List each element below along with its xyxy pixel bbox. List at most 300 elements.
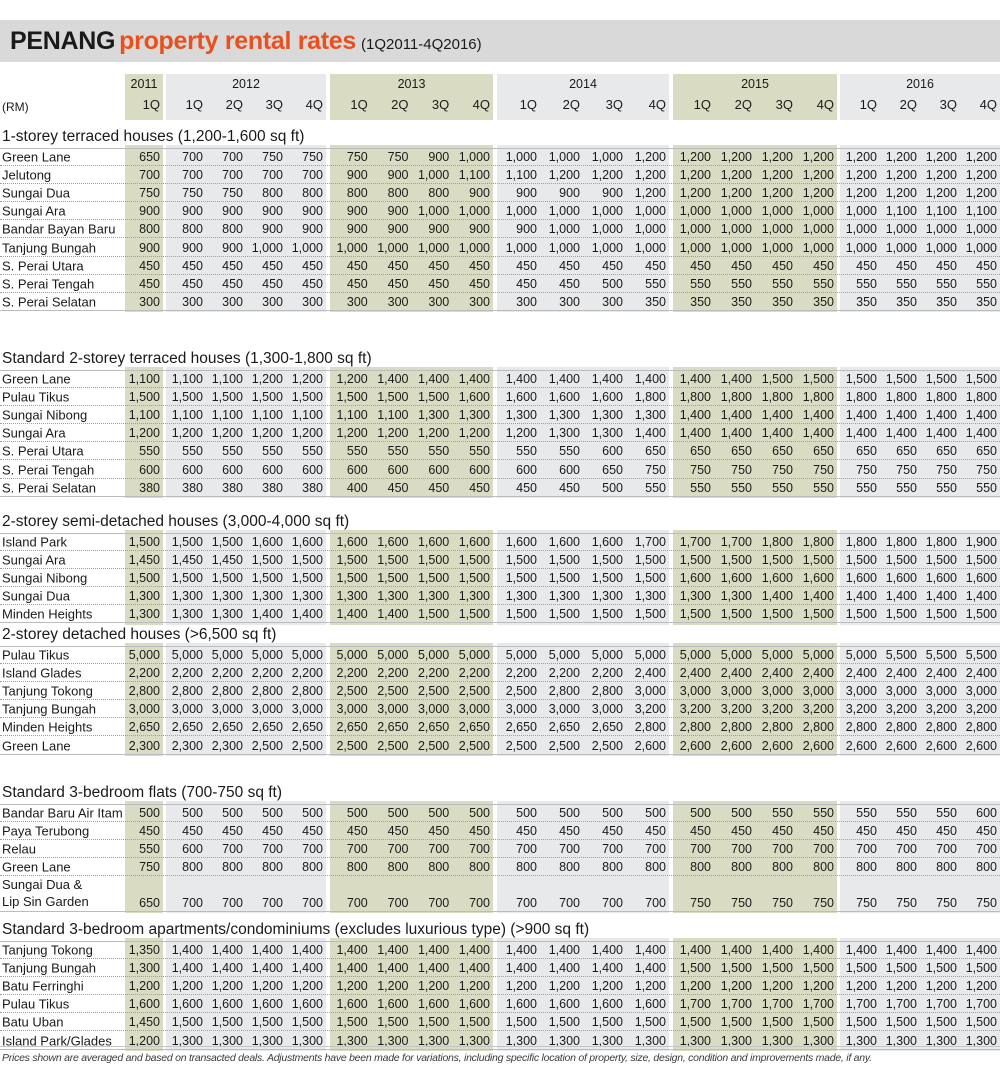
cell-value: 1,500 — [291, 571, 323, 586]
cell-value: 550 — [813, 806, 834, 821]
cell-value: 1,400 — [291, 607, 323, 622]
title-penang: PENANG — [10, 26, 116, 55]
cell-value: 1,900 — [965, 535, 997, 550]
cell-value: 800 — [182, 222, 203, 237]
cell-value: 550 — [813, 480, 834, 495]
cell-value: 2,300 — [128, 738, 160, 753]
cell-value: 750 — [387, 150, 409, 165]
cell-value: 550 — [896, 480, 917, 495]
cell-value: 350 — [896, 294, 917, 309]
table-row[interactable] — [0, 166, 1000, 184]
table-row[interactable] — [0, 682, 1000, 700]
cell-value: 300 — [262, 294, 283, 309]
cell-value: 1,400 — [377, 961, 409, 976]
cell-value: 2,800 — [720, 720, 752, 735]
cell-value: 1,400 — [171, 961, 203, 976]
cell-value: 1,500 — [417, 1015, 450, 1030]
cell-value: 1,500 — [965, 607, 997, 622]
cell-value: 450 — [936, 258, 957, 273]
cell-value: 380 — [262, 480, 283, 495]
cell-value: 1,500 — [925, 553, 957, 568]
section-top-rule — [0, 370, 1000, 371]
cell-value: 5,000 — [591, 648, 623, 663]
title-date-range: (1Q2011-4Q2016) — [361, 35, 482, 53]
cell-value: 1,400 — [802, 426, 834, 441]
cell-value: 1,000 — [720, 240, 752, 255]
cell-value: 1,200 — [548, 168, 580, 183]
cell-value: 1,500 — [211, 1015, 243, 1030]
section-top-rule — [0, 148, 1000, 149]
table-row[interactable] — [0, 840, 1000, 858]
cell-value: 1,600 — [505, 390, 537, 405]
cell-value: 2,500 — [377, 738, 409, 753]
cell-value: 1,200 — [128, 979, 160, 994]
cell-value: 550 — [731, 480, 752, 495]
cell-value: 1,500 — [965, 553, 997, 568]
cell-value: 2,800 — [171, 684, 203, 699]
cell-value: 1,200 — [845, 168, 877, 183]
cell-value: 1,300 — [591, 1033, 623, 1048]
cell-value: 550 — [896, 276, 917, 291]
cell-value: 450 — [559, 258, 580, 273]
cell-value: 450 — [387, 258, 409, 273]
cell-value: 1,400 — [377, 607, 409, 622]
cell-value: 1,400 — [845, 426, 877, 441]
cell-value: 1,200 — [634, 186, 666, 201]
cell-value: 750 — [813, 896, 834, 911]
cell-value: 550 — [516, 444, 537, 459]
cell-value: 5,500 — [925, 648, 957, 663]
table-row[interactable] — [0, 275, 1000, 293]
cell-value: 2,400 — [720, 666, 752, 681]
table-row[interactable] — [0, 406, 1000, 424]
cell-value: 2,500 — [251, 738, 283, 753]
cell-value: 900 — [222, 204, 243, 219]
cell-value: 500 — [469, 806, 490, 821]
table-row[interactable] — [0, 587, 1000, 605]
cell-value: 800 — [516, 860, 537, 875]
cell-value: 1,500 — [377, 571, 409, 586]
row-label: Sungai Ara — [2, 203, 66, 219]
cell-value: 600 — [469, 462, 490, 477]
row-label: S. Perai Tengah — [2, 276, 95, 292]
cell-value: 1,500 — [251, 571, 283, 586]
cell-value: 1,400 — [211, 943, 243, 958]
cell-value: 1,400 — [845, 943, 877, 958]
cell-value: 1,500 — [548, 607, 580, 622]
cell-value: 1,300 — [171, 589, 203, 604]
cell-value: 450 — [936, 824, 957, 839]
cell-value: 350 — [690, 294, 711, 309]
cell-value: 750 — [896, 462, 917, 477]
table-row[interactable] — [0, 479, 1000, 497]
cell-value: 900 — [346, 204, 368, 219]
cell-value: 1,500 — [634, 1015, 666, 1030]
cell-value: 800 — [690, 860, 711, 875]
cell-value: 2,800 — [128, 684, 160, 699]
cell-value: 350 — [645, 294, 666, 309]
table-row[interactable] — [0, 995, 1000, 1013]
cell-value: 450 — [346, 258, 368, 273]
cell-value: 5,000 — [458, 648, 490, 663]
cell-value: 1,500 — [251, 553, 283, 568]
cell-value: 1,000 — [548, 222, 580, 237]
table-row[interactable] — [0, 959, 1000, 977]
cell-value: 1,400 — [211, 961, 243, 976]
cell-value: 1,400 — [885, 943, 917, 958]
cell-value: 1,400 — [251, 607, 283, 622]
cell-value: 800 — [222, 860, 243, 875]
table-row[interactable] — [0, 858, 1000, 876]
cell-value: 1,500 — [548, 571, 580, 586]
cell-value: 1,400 — [591, 372, 623, 387]
table-row[interactable] — [0, 664, 1000, 682]
cell-value: 5,000 — [720, 648, 752, 663]
cell-value: 1,400 — [761, 943, 793, 958]
cell-value: 1,400 — [251, 961, 283, 976]
cell-value: 1,100 — [128, 408, 160, 423]
table-row[interactable] — [0, 646, 1000, 664]
cell-value: 1,200 — [802, 186, 834, 201]
cell-value: 1,300 — [679, 1033, 711, 1048]
cell-value: 450 — [856, 824, 877, 839]
cell-value: 3,200 — [925, 702, 957, 717]
cell-value: 1,400 — [291, 943, 323, 958]
row-label: Green Lane — [2, 371, 71, 387]
cell-value: 1,400 — [417, 943, 450, 958]
cell-value: 550 — [896, 806, 917, 821]
cell-value: 900 — [222, 240, 243, 255]
cell-value: 1,500 — [591, 571, 623, 586]
cell-value: 1,600 — [591, 535, 623, 550]
cell-value: 700 — [182, 896, 203, 911]
cell-value: 380 — [139, 480, 160, 495]
cell-value: 3,000 — [845, 684, 877, 699]
table-header — [0, 74, 1000, 120]
cell-value: 450 — [302, 258, 323, 273]
cell-value: 1,100 — [211, 372, 243, 387]
quarter-label-2011-1Q: 1Q — [142, 97, 160, 112]
cell-value: 450 — [559, 480, 580, 495]
cell-value: 2,600 — [634, 738, 666, 753]
cell-value: 1,500 — [845, 372, 877, 387]
table-row[interactable] — [0, 370, 1000, 388]
cell-value: 1,200 — [925, 979, 957, 994]
cell-value: 900 — [602, 186, 623, 201]
cell-value: 1,000 — [548, 150, 580, 165]
cell-value: 2,400 — [925, 666, 957, 681]
cell-value: 600 — [182, 462, 203, 477]
table-row[interactable] — [0, 293, 1000, 311]
cell-value: 800 — [262, 186, 283, 201]
cell-value: 450 — [772, 824, 793, 839]
cell-value: 3,000 — [634, 684, 666, 699]
section-top-rule — [0, 533, 1000, 534]
cell-value: 2,600 — [679, 738, 711, 753]
cell-value: 550 — [645, 276, 666, 291]
quarter-label-2012-2Q: 2Q — [225, 97, 243, 112]
cell-value: 450 — [469, 824, 490, 839]
cell-value: 900 — [469, 186, 490, 201]
cell-value: 1,400 — [965, 589, 997, 604]
section-rows — [0, 370, 1000, 497]
cell-value: 1,600 — [458, 535, 490, 550]
cell-value: 1,300 — [679, 589, 711, 604]
cell-value: 1,200 — [802, 150, 834, 165]
cell-value: 550 — [976, 276, 997, 291]
cell-value: 1,300 — [548, 589, 580, 604]
section-title: Standard 3-bedroom flats (700-750 sq ft) — [2, 784, 283, 801]
cell-value: 1,800 — [802, 535, 834, 550]
cell-value: 1,500 — [679, 553, 711, 568]
cell-value: 800 — [139, 222, 160, 237]
cell-value: 300 — [139, 294, 160, 309]
table-row[interactable] — [0, 220, 1000, 238]
cell-value: 1,200 — [634, 168, 666, 183]
cell-value: 1,500 — [761, 553, 793, 568]
cell-value: 1,500 — [417, 571, 450, 586]
table-row[interactable] — [0, 804, 1000, 822]
cell-value: 3,200 — [885, 702, 917, 717]
cell-value: 700 — [856, 842, 877, 857]
table-row[interactable] — [0, 941, 1000, 959]
cell-value: 1,400 — [458, 961, 490, 976]
cell-value: 1,200 — [505, 426, 537, 441]
row-separator — [0, 622, 1000, 623]
cell-value: 1,300 — [591, 426, 623, 441]
cell-value: 1,100 — [925, 204, 957, 219]
cell-value: 1,000 — [802, 204, 834, 219]
cell-value: 1,000 — [845, 222, 877, 237]
cell-value: 1,200 — [128, 1033, 160, 1048]
quarter-row — [497, 97, 669, 117]
cell-value: 2,200 — [291, 666, 323, 681]
cell-value: 700 — [559, 842, 580, 857]
cell-value: 500 — [182, 806, 203, 821]
cell-value: 1,400 — [679, 943, 711, 958]
cell-value: 750 — [302, 150, 323, 165]
cell-value: 1,500 — [377, 553, 409, 568]
cell-value: 300 — [346, 294, 368, 309]
year-group-2012 — [166, 74, 326, 120]
cell-value: 1,700 — [720, 535, 752, 550]
cell-value: 800 — [856, 860, 877, 875]
cell-value: 1,500 — [591, 1015, 623, 1030]
cell-value: 1,500 — [885, 1015, 917, 1030]
table-row[interactable] — [0, 551, 1000, 569]
cell-value: 1,500 — [885, 372, 917, 387]
cell-value: 1,100 — [291, 408, 323, 423]
cell-value: 1,400 — [885, 408, 917, 423]
cell-value: 1,400 — [336, 607, 368, 622]
cell-value: 1,600 — [377, 535, 409, 550]
table-row[interactable] — [0, 388, 1000, 406]
cell-value: 1,200 — [336, 426, 368, 441]
cell-value: 600 — [559, 462, 580, 477]
cell-value: 1,500 — [251, 1015, 283, 1030]
cell-value: 1,300 — [548, 408, 580, 423]
table-row[interactable] — [0, 533, 1000, 551]
cell-value: 5,000 — [679, 648, 711, 663]
cell-value: 1,200 — [458, 979, 490, 994]
section-title: 1-storey terraced houses (1,200-1,600 sq ft) — [2, 128, 305, 145]
cell-value: 1,500 — [802, 961, 834, 976]
cell-value: 1,000 — [377, 240, 409, 255]
table-row[interactable] — [0, 822, 1000, 840]
cell-value: 5,000 — [211, 648, 243, 663]
cell-value: 1,500 — [679, 607, 711, 622]
cell-value: 2,400 — [845, 666, 877, 681]
cell-value: 600 — [222, 462, 243, 477]
table-row[interactable] — [0, 148, 1000, 166]
cell-value: 1,200 — [885, 150, 917, 165]
cell-value: 2,800 — [802, 720, 834, 735]
cell-value: 3,000 — [377, 702, 409, 717]
cell-value: 1,000 — [965, 240, 997, 255]
cell-value: 1,200 — [845, 979, 877, 994]
table-row[interactable] — [0, 737, 1000, 755]
table-row[interactable] — [0, 202, 1000, 220]
cell-value: 1,400 — [845, 408, 877, 423]
cell-value: 1,100 — [458, 168, 490, 183]
cell-value: 5,000 — [845, 648, 877, 663]
cell-value: 800 — [346, 186, 368, 201]
cell-value: 500 — [731, 806, 752, 821]
cell-value: 650 — [896, 444, 917, 459]
table-row[interactable] — [0, 977, 1000, 995]
cell-value: 1,600 — [634, 997, 666, 1012]
cell-value: 450 — [346, 824, 368, 839]
cell-value: 450 — [896, 258, 917, 273]
table-row[interactable] — [0, 1013, 1000, 1031]
cell-value: 1,300 — [417, 408, 450, 423]
cell-value: 1,500 — [211, 390, 243, 405]
cell-value: 1,500 — [720, 607, 752, 622]
row-separator — [0, 754, 1000, 755]
cell-value: 1,450 — [211, 553, 243, 568]
cell-value: 500 — [428, 806, 450, 821]
cell-value: 2,600 — [885, 738, 917, 753]
cell-value: 450 — [222, 276, 243, 291]
table-row[interactable] — [0, 700, 1000, 718]
year-label: 2013 — [397, 77, 426, 91]
cell-value: 550 — [182, 444, 203, 459]
cell-value: 1,600 — [591, 390, 623, 405]
cell-value: 1,500 — [417, 390, 450, 405]
cell-value: 550 — [731, 276, 752, 291]
cell-value: 1,400 — [458, 943, 490, 958]
cell-value: 2,600 — [761, 738, 793, 753]
table-row[interactable] — [0, 239, 1000, 257]
cell-value: 450 — [731, 258, 752, 273]
cell-value: 3,000 — [458, 702, 490, 717]
table-row[interactable] — [0, 442, 1000, 460]
cell-value: 1,200 — [171, 426, 203, 441]
cell-value: 1,600 — [377, 997, 409, 1012]
cell-value: 550 — [936, 480, 957, 495]
cell-value: 1,100 — [128, 372, 160, 387]
table-row[interactable] — [0, 569, 1000, 587]
cell-value: 5,000 — [336, 648, 368, 663]
cell-value: 1,200 — [679, 186, 711, 201]
cell-value: 1,300 — [377, 1033, 409, 1048]
table-row[interactable] — [0, 876, 1000, 912]
cell-value: 550 — [222, 444, 243, 459]
cell-value: 1,200 — [251, 979, 283, 994]
cell-value: 1,400 — [417, 372, 450, 387]
table-row[interactable] — [0, 605, 1000, 623]
table-row[interactable] — [0, 424, 1000, 442]
cell-value: 2,650 — [251, 720, 283, 735]
cell-value: 750 — [856, 896, 877, 911]
cell-value: 1,500 — [720, 961, 752, 976]
table-row[interactable] — [0, 184, 1000, 202]
row-label: Pulau Tikus — [2, 389, 70, 405]
cell-value: 1,100 — [505, 168, 537, 183]
cell-value: 700 — [302, 842, 323, 857]
cell-value: 1,000 — [925, 222, 957, 237]
row-label: Green Lane — [2, 859, 71, 875]
cell-value: 1,000 — [505, 150, 537, 165]
cell-value: 1,500 — [128, 571, 160, 586]
table-row[interactable] — [0, 257, 1000, 275]
cell-value: 2,500 — [505, 738, 537, 753]
cell-value: 700 — [645, 896, 666, 911]
cell-value: 2,800 — [885, 720, 917, 735]
cell-value: 600 — [346, 462, 368, 477]
cell-value: 1,600 — [591, 997, 623, 1012]
cell-value: 3,200 — [965, 702, 997, 717]
cell-value: 1,000 — [634, 222, 666, 237]
cell-value: 1,300 — [251, 589, 283, 604]
row-label: Tanjung Bungah — [2, 240, 96, 256]
cell-value: 1,600 — [458, 390, 490, 405]
cell-value: 2,800 — [591, 684, 623, 699]
cell-value: 1,000 — [761, 204, 793, 219]
cell-value: 1,200 — [761, 979, 793, 994]
table-row[interactable] — [0, 718, 1000, 736]
cell-value: 1,000 — [417, 204, 450, 219]
cell-value: 1,200 — [291, 979, 323, 994]
cell-value: 1,400 — [965, 426, 997, 441]
cell-value: 1,400 — [505, 961, 537, 976]
cell-value: 650 — [813, 444, 834, 459]
table-row[interactable] — [0, 461, 1000, 479]
cell-value: 2,800 — [251, 684, 283, 699]
cell-value: 3,000 — [291, 702, 323, 717]
cell-value: 1,600 — [720, 571, 752, 586]
cell-value: 1,500 — [802, 553, 834, 568]
cell-value: 1,000 — [885, 240, 917, 255]
cell-value: 450 — [428, 258, 450, 273]
cell-value: 600 — [262, 462, 283, 477]
cell-value: 750 — [936, 462, 957, 477]
cell-value: 450 — [976, 258, 997, 273]
cell-value: 3,000 — [591, 702, 623, 717]
year-group-2014 — [497, 74, 669, 120]
cell-value: 1,500 — [885, 553, 917, 568]
cell-value: 1,400 — [171, 943, 203, 958]
cell-value: 1,500 — [458, 1015, 490, 1030]
cell-value: 3,000 — [925, 684, 957, 699]
cell-value: 1,300 — [720, 1033, 752, 1048]
row-label: Sungai Nibong — [2, 407, 88, 423]
cell-value: 1,500 — [171, 571, 203, 586]
cell-value: 750 — [856, 462, 877, 477]
cell-value: 300 — [602, 294, 623, 309]
cell-value: 350 — [936, 294, 957, 309]
cell-value: 450 — [262, 276, 283, 291]
